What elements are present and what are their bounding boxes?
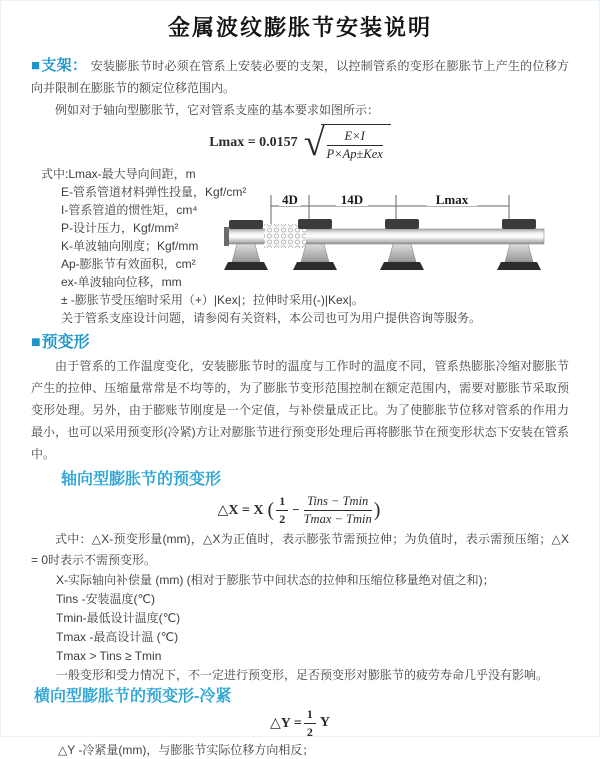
support-intro-text: 安装膨胀节时必须在管系上安装必要的支架，以控制管系的变形在膨胀节上产生的位移方向并限制在膨胀节的额定位移范围内。 bbox=[31, 59, 569, 95]
pipe-guide-support bbox=[380, 219, 424, 270]
lmax-fraction bbox=[327, 129, 383, 162]
dimension-label-lmax: Lmax bbox=[435, 192, 469, 207]
section-marker-icon: ■ bbox=[31, 334, 41, 351]
open-paren: ( bbox=[267, 498, 275, 521]
lateral-preform-heading: 横向型膨胀节的预变形-冷紧 bbox=[34, 688, 232, 705]
formula-prefix: Lmax = 0.0157 bbox=[209, 135, 298, 150]
axial-def-line: X-实际轴向补偿量 (mm) (相对于膨胀节中间状态的拉伸和压缩位移量绝对值之和)； bbox=[56, 573, 495, 587]
axial-definition-paragraph: 式中：△X-预变形量(mm)，△X为正值时，表示膨张节需预拉伸；为负值时，表示需预压缩；△X = 0时表示不需预变形。 bbox=[31, 532, 569, 567]
pipe-guide-support bbox=[497, 219, 541, 270]
radical-expression bbox=[303, 121, 391, 164]
half-fraction bbox=[304, 707, 316, 739]
support-section-header: 支架： bbox=[41, 57, 88, 74]
radical-sign-icon: √ bbox=[303, 121, 325, 164]
definition-line: E-管系管道材料弹性投量，Kgf/cm² bbox=[61, 185, 247, 199]
half-denominator: 2 bbox=[306, 724, 313, 739]
temperature-numerator: Tins − Tmin bbox=[304, 494, 372, 511]
support-requirements-diagram bbox=[224, 191, 569, 287]
axial-formula bbox=[31, 493, 569, 527]
consulting-note: 关于管系支座设计问题，请参阅有关资料，本公司也可为用户提供咨询等服务。 bbox=[61, 311, 482, 325]
definition-line: Ap-膨胀节有效面积，cm² bbox=[61, 257, 196, 271]
support-paragraph bbox=[31, 55, 569, 99]
lateral-formula bbox=[31, 709, 569, 737]
temperature-fraction bbox=[304, 494, 372, 527]
axial-preform-heading: 轴向型膨胀节的预变形 bbox=[61, 471, 222, 488]
lmax-formula bbox=[31, 123, 569, 163]
axial-formula-prefix: △X = X bbox=[217, 502, 264, 518]
support-example-text: 例如对于轴向型膨胀节，它对管系支座的基本要求如图所示： bbox=[55, 103, 380, 117]
preform-body-text: 由于管系的工作温度变化，安装膨胀节时的温度与工作时的温度不同，管系热膨胀冷缩对膨胀节产生的拉伸、压缩量常常是不均等的，为了膨胀节变形范围控制在额定范围内，需要对膨胀节采取预变形处理。另外，由于膨账节刚度是一个定值，与补偿量成正比。为了使膨胀节位移对管系的作用力最小，也可以采用预变形(冷紧)方让对膨胀节进行预变形处理后再将膨胀节在预变形状态下安装在管系中。 bbox=[31, 359, 569, 461]
definition-line: P-设计压力，Kgf/mm² bbox=[61, 221, 179, 235]
page-title: 金属波纹膨胀节安装说明 bbox=[167, 15, 432, 40]
fraction-numerator: E×I bbox=[327, 129, 383, 146]
dimension-label-4d: 4D bbox=[282, 192, 298, 207]
pipe-anchor-support bbox=[224, 220, 268, 270]
axial-def-line: Tins -安装温度(℃) bbox=[56, 592, 156, 606]
axial-note-line: 一般变形和受力情况下，不一定进行预变形，足否预变形对膨胀节的疲劳寿命几乎没有影响。 bbox=[56, 668, 549, 682]
lateral-note: △Y -冷紧量(mm)，与膨胀节实际位移方向相反； bbox=[58, 743, 315, 757]
definition-line: ex-单波轴向位移，mm bbox=[61, 275, 182, 289]
section-marker-icon: ■ bbox=[31, 57, 41, 74]
definition-line: I-管系管道的惯性矩，cm⁴ bbox=[61, 203, 198, 217]
support-diagram-box bbox=[224, 191, 569, 287]
lateral-formula-suffix: Y bbox=[319, 715, 330, 730]
half-fraction bbox=[276, 494, 288, 526]
lateral-formula-prefix: △Y = bbox=[270, 715, 302, 731]
definition-sign-note: ± -膨胀节受压缩时采用（+）|Kex|；拉伸时采用(-)|Kex|。 bbox=[61, 293, 364, 307]
definition-line: 式中:Lmax-最大导向间距，m bbox=[41, 167, 196, 181]
dimension-label-14d: 14D bbox=[340, 192, 364, 207]
half-numerator: 1 bbox=[304, 707, 316, 723]
definition-line: K-单波轴向刚度；Kgf/mm bbox=[61, 239, 199, 253]
definitions-area bbox=[31, 165, 569, 327]
axial-def-line: Tmax -最高设计温 (℃) bbox=[56, 630, 179, 644]
temperature-denominator: Tmax − Tmin bbox=[303, 511, 372, 526]
minus-operator: − bbox=[292, 502, 300, 517]
close-paren: ) bbox=[373, 498, 381, 521]
fraction-denominator: P×Ap±Kex bbox=[326, 147, 383, 161]
axial-def-line: Tmax > Tins ≥ Tmin bbox=[56, 649, 162, 663]
axial-def-line: Tmin-最低设计温度(℃) bbox=[56, 611, 181, 625]
half-denominator: 2 bbox=[279, 511, 286, 526]
preform-section-header bbox=[31, 333, 569, 353]
preform-header-label: 预变形 bbox=[41, 334, 90, 351]
half-numerator: 1 bbox=[276, 494, 288, 510]
